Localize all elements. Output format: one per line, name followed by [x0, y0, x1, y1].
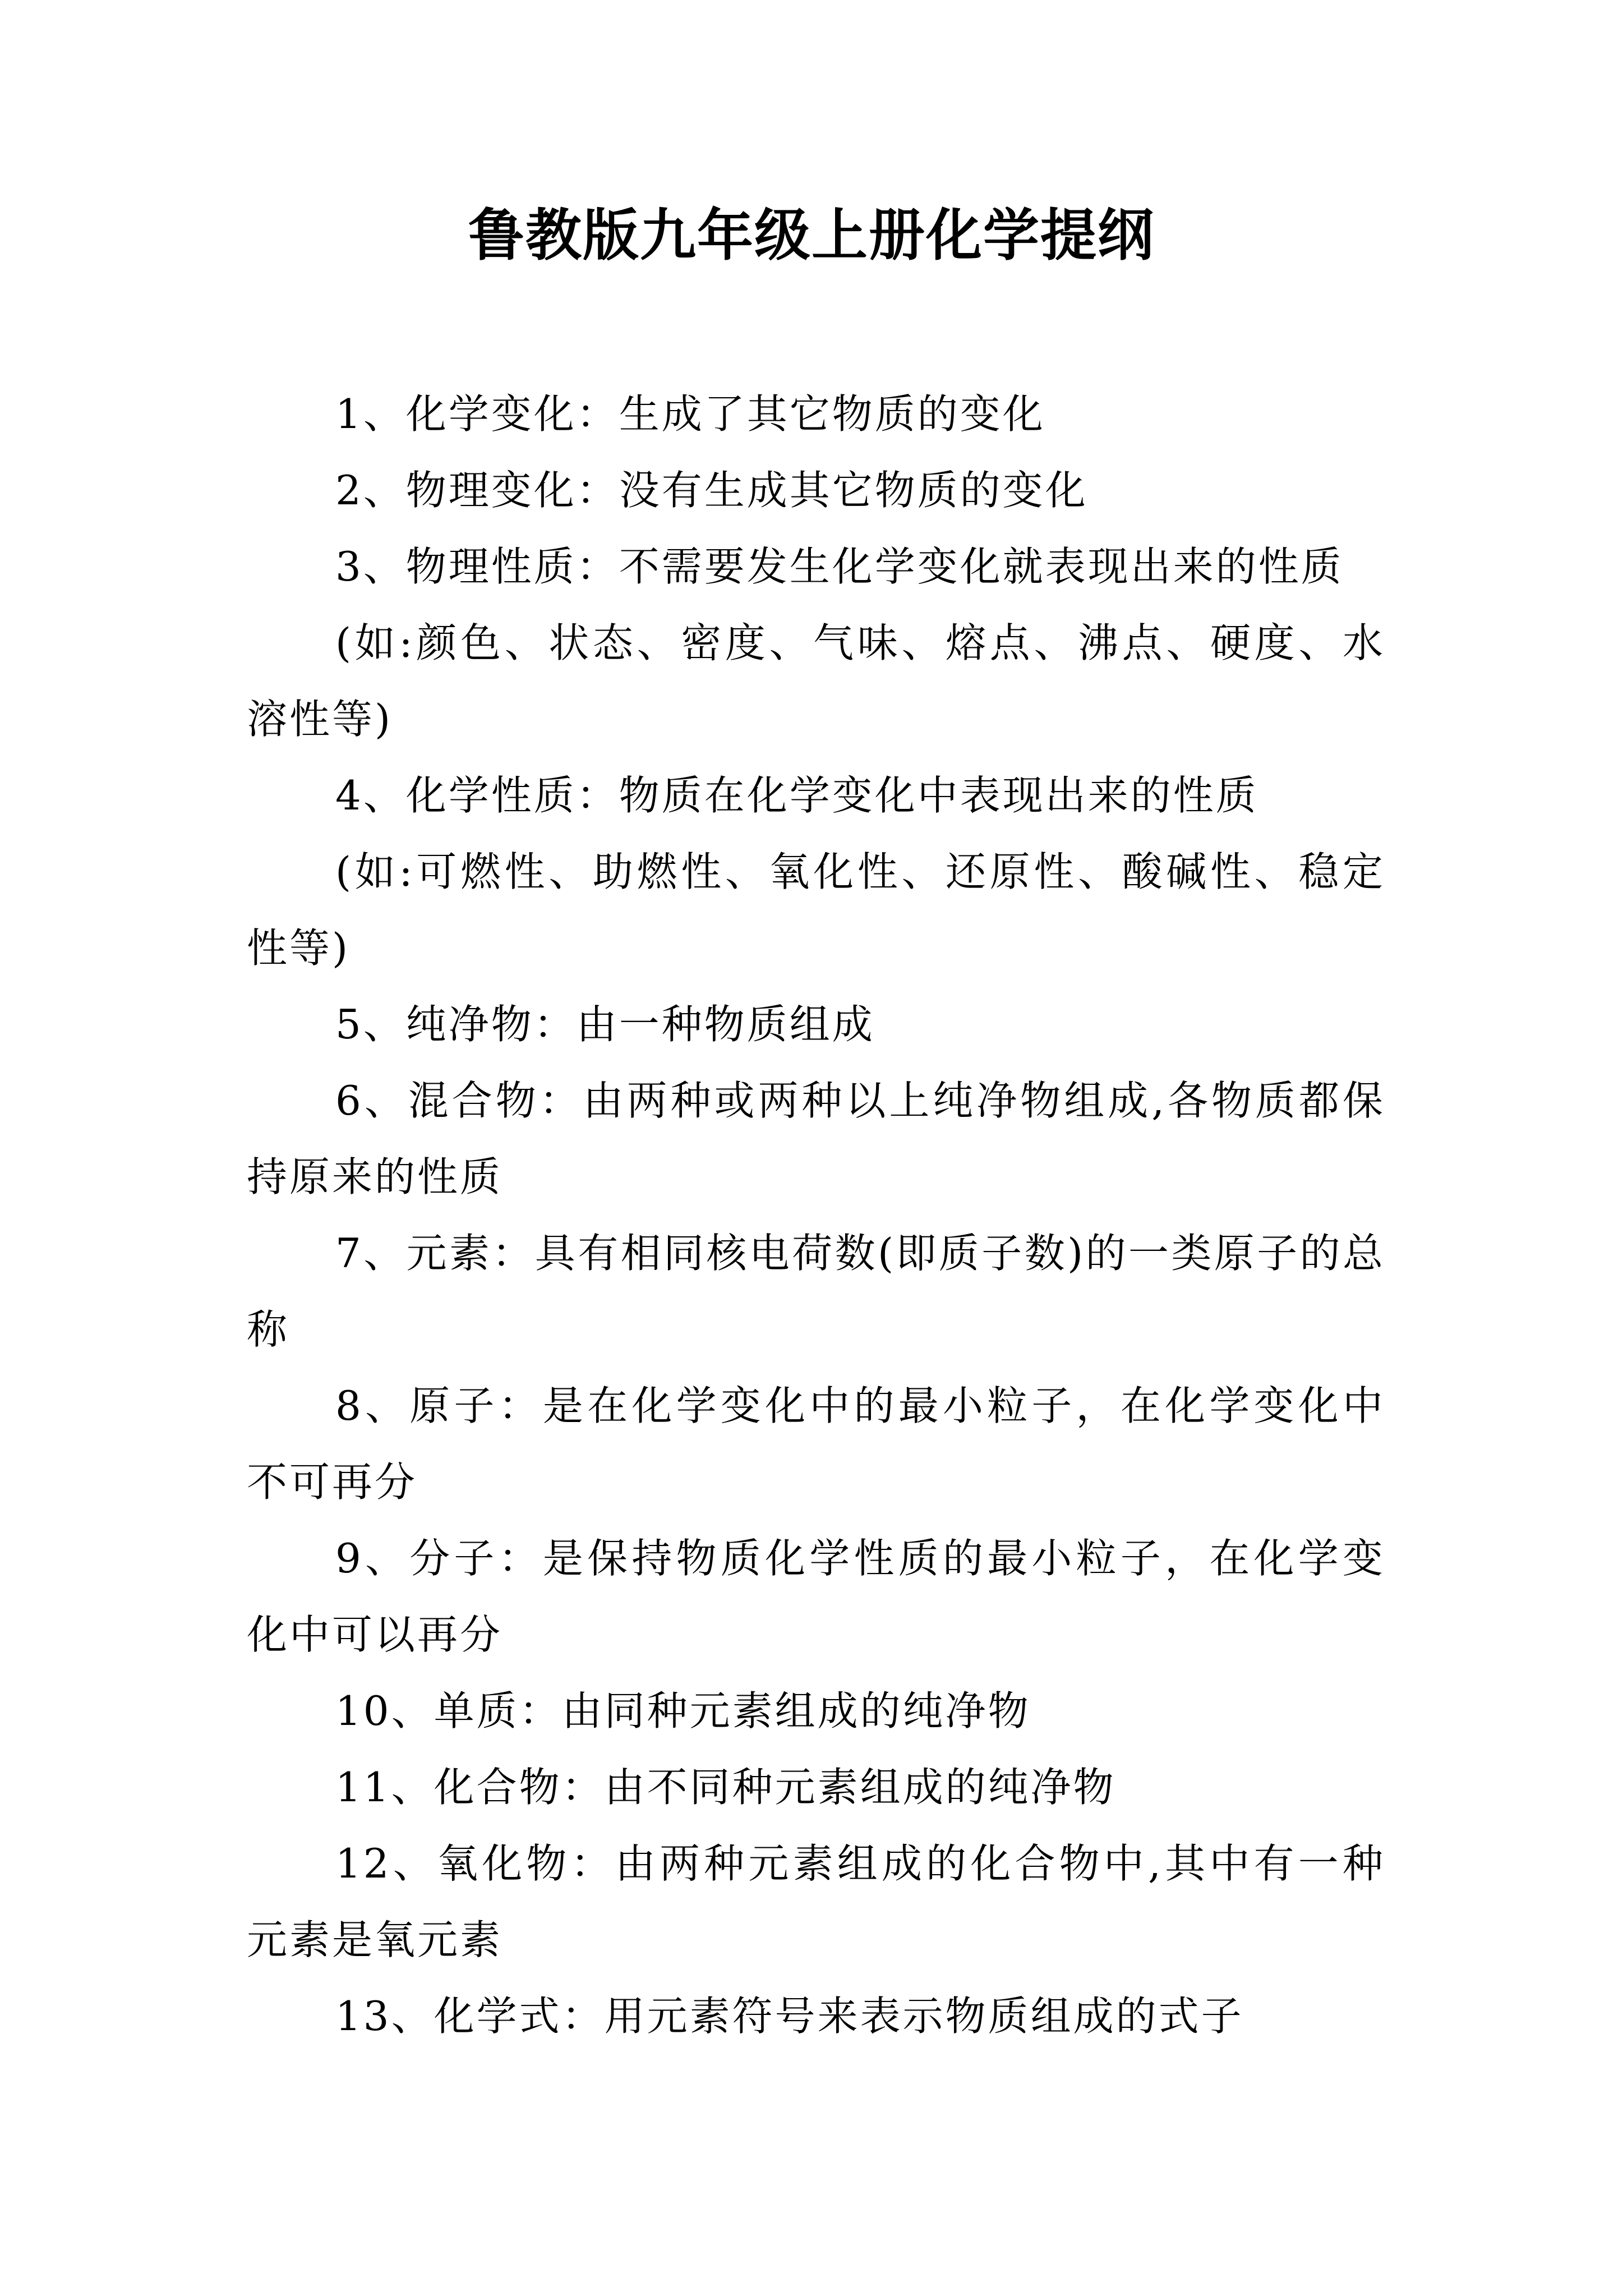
- document-body: [247, 376, 1385, 2054]
- paragraph-4: 4、化学性质：物质在化学变化中表现出来的性质: [335, 772, 1258, 819]
- paragraph-10: 10、单质：由同种元素组成的纯净物: [335, 1687, 1031, 1734]
- paragraph-13: 13、化学式：用元素符号来表示物质组成的式子: [335, 1993, 1244, 2040]
- document-title: 鲁教版九年级上册化学提纲: [468, 203, 1155, 268]
- paragraph-12: 12、氧化物：由两种元素组成的化合物中,其中有一种元素是氧元素: [247, 1840, 1385, 1963]
- paragraph-2: 2、物理变化：没有生成其它物质的变化: [335, 467, 1088, 514]
- paragraph-11: 11、化合物：由不同种元素组成的纯净物: [335, 1764, 1116, 1811]
- paragraph-8: 8、原子：是在化学变化中的最小粒子，在化学变化中不可再分: [247, 1382, 1385, 1506]
- paragraph-6: 6、混合物：由两种或两种以上纯净物组成,各物质都保持原来的性质: [247, 1077, 1385, 1200]
- paragraph-4-examples: (如:可燃性、助燃性、氧化性、还原性、酸碱性、稳定性等): [247, 848, 1385, 972]
- paragraph-5: 5、纯净物：由一种物质组成: [335, 1001, 875, 1048]
- paragraph-9: 9、分子：是保持物质化学性质的最小粒子，在化学变化中可以再分: [247, 1535, 1385, 1658]
- paragraph-3-examples: (如:颜色、状态、密度、气味、熔点、沸点、硬度、水溶性等): [247, 619, 1385, 743]
- paragraph-3: 3、物理性质：不需要发生化学变化就表现出来的性质: [335, 543, 1344, 590]
- paragraph-7: 7、元素：具有相同核电荷数(即质子数)的一类原子的总称: [247, 1230, 1385, 1353]
- paragraph-1: 1、化学变化：生成了其它物质的变化: [335, 390, 1045, 438]
